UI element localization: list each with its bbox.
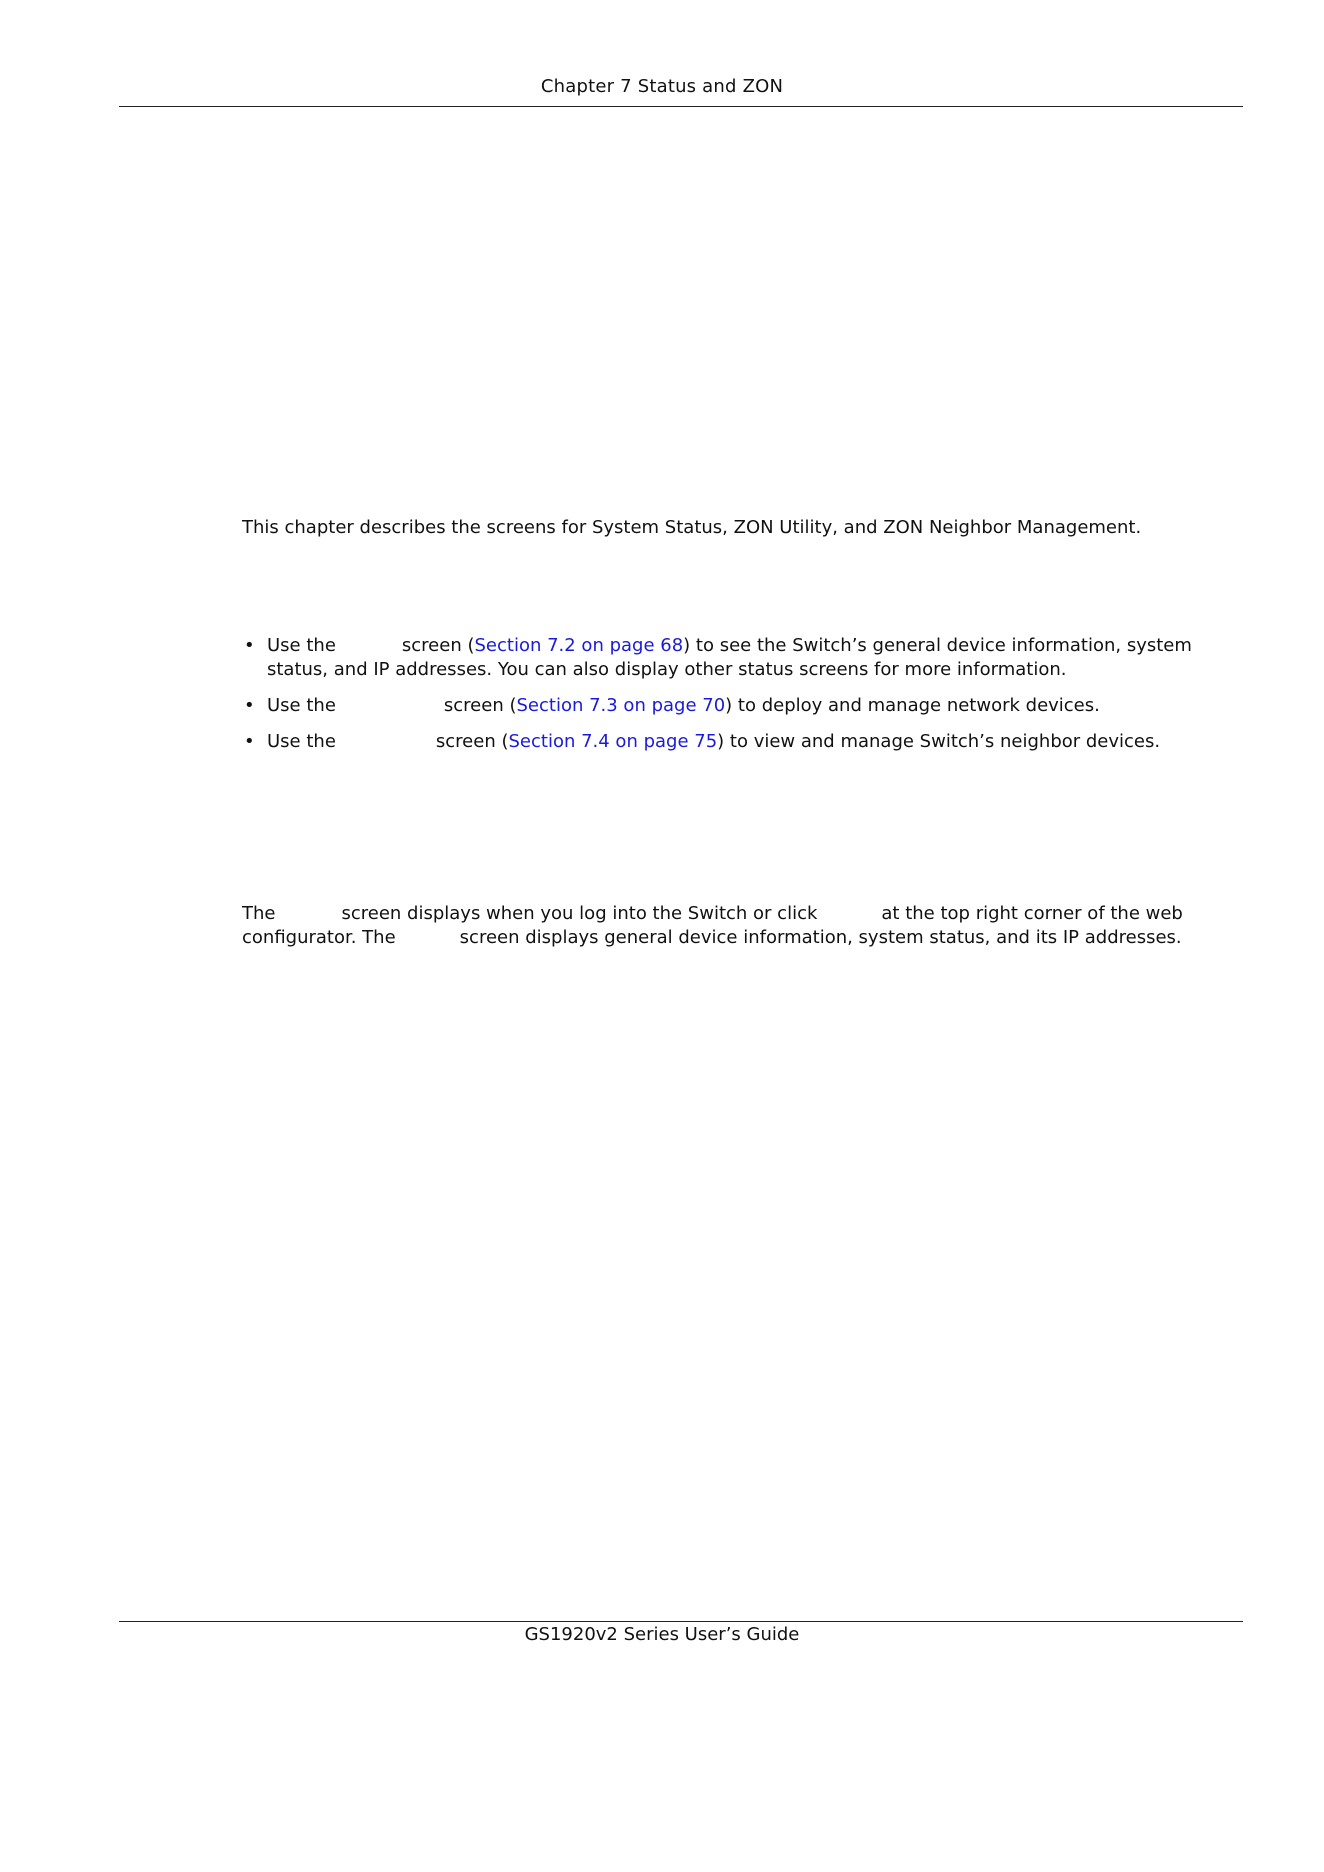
footer-divider [119, 1621, 1243, 1622]
screen-bullet-list [242, 634, 1192, 754]
bullet-dot-icon: • [244, 731, 255, 752]
bullet-prefix: Use the [267, 731, 336, 752]
bullet-suffix: ) to view and manage Switch’s neighbor devices. [717, 731, 1161, 752]
bullet-item-neighbor [242, 730, 1192, 754]
bullet-dot-icon: • [244, 635, 255, 656]
bullet-dot-icon: • [244, 695, 255, 716]
para-text: screen displays when you log into the Switch or click [341, 903, 818, 924]
guide-footer: GS1920v2 Series User’s Guide [524, 1624, 800, 1645]
section-link-7-2[interactable]: Section 7.2 on page 68 [474, 635, 684, 656]
para-text: screen displays general device information, system status, and its IP addresses. [459, 927, 1182, 948]
bullet-screen-word: screen ( [443, 695, 517, 716]
bullet-suffix: ) to see the Switch’s general device information, system [683, 635, 1192, 656]
para-text: The [242, 903, 276, 924]
bullet-continuation: status, and IP addresses. You can also display other status screens for more information. [267, 659, 1067, 680]
bullet-suffix: ) to deploy and manage network devices. [725, 695, 1100, 716]
para-text: at the top right corner of the web [881, 903, 1183, 924]
status-screen-paragraph [242, 902, 1183, 950]
bullet-prefix: Use the [267, 635, 336, 656]
bullet-item-zon-utility [242, 694, 1192, 718]
section-link-7-4[interactable]: Section 7.4 on page 75 [508, 731, 718, 752]
intro-paragraph: This chapter describes the screens for System Status, ZON Utility, and ZON Neighbor Management. [242, 517, 1142, 538]
bullet-item-status [242, 634, 1192, 682]
bullet-screen-word: screen ( [435, 731, 509, 752]
section-link-7-3[interactable]: Section 7.3 on page 70 [516, 695, 726, 716]
bullet-screen-word: screen ( [401, 635, 475, 656]
header-divider [119, 106, 1243, 107]
bullet-prefix: Use the [267, 695, 336, 716]
chapter-header: Chapter 7 Status and ZON [540, 76, 784, 97]
para-text: configurator. The [242, 927, 396, 948]
